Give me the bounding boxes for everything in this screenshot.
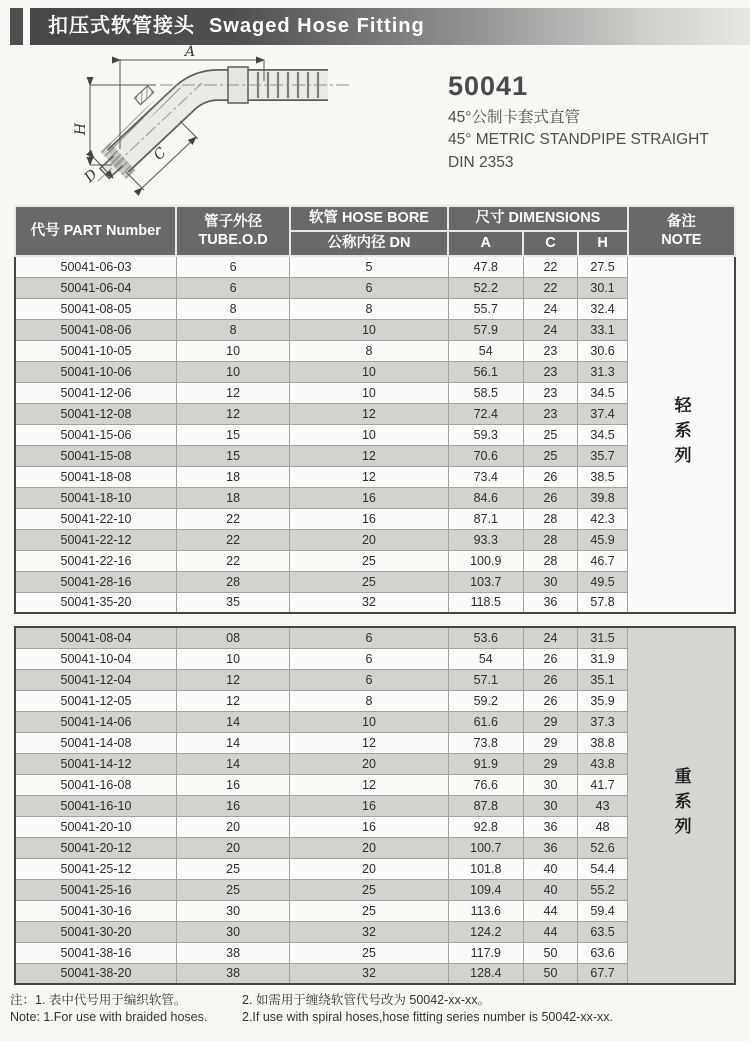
- series-note-label: 轻系列: [671, 395, 691, 471]
- cell-dim-h: 67.7: [578, 963, 628, 984]
- cell-dn: 20: [290, 837, 448, 858]
- cell-dim-c: 29: [523, 732, 577, 753]
- cell-dim-a: 117.9: [448, 942, 523, 963]
- cell-dim-c: 28: [523, 508, 577, 529]
- cell-tube-od: 14: [176, 732, 289, 753]
- cell-part-number: 50041-14-06: [15, 711, 176, 732]
- cell-tube-od: 22: [176, 550, 289, 571]
- cell-tube-od: 22: [176, 529, 289, 550]
- cell-dim-h: 57.8: [578, 592, 628, 613]
- cell-dim-c: 22: [523, 277, 577, 298]
- product-info: [448, 71, 709, 174]
- cell-tube-od: 18: [176, 466, 289, 487]
- cell-dim-a: 93.3: [448, 529, 523, 550]
- cell-part-number: 50041-08-06: [15, 319, 176, 340]
- cell-dim-c: 50: [523, 942, 577, 963]
- cell-tube-od: 28: [176, 571, 289, 592]
- table-row: [15, 732, 735, 753]
- cell-dim-h: 52.6: [578, 837, 628, 858]
- cell-dim-h: 39.8: [578, 487, 628, 508]
- cell-tube-od: 38: [176, 942, 289, 963]
- cell-dim-c: 40: [523, 879, 577, 900]
- table-row: [15, 942, 735, 963]
- product-name-zh: 45°公制卡套式直管: [448, 109, 580, 126]
- cell-dim-a: 72.4: [448, 403, 523, 424]
- cell-dim-c: 50: [523, 963, 577, 984]
- col-header-a: A: [448, 231, 523, 256]
- table-row: [15, 277, 735, 298]
- cell-part-number: 50041-22-12: [15, 529, 176, 550]
- header-title-bar: [30, 8, 750, 45]
- cell-part-number: 50041-18-08: [15, 466, 176, 487]
- cell-tube-od: 30: [176, 900, 289, 921]
- cell-dim-h: 27.5: [578, 256, 628, 277]
- cell-dim-a: 73.8: [448, 732, 523, 753]
- cell-tube-od: 08: [176, 627, 289, 648]
- cell-tube-od: 12: [176, 382, 289, 403]
- cell-part-number: 50041-15-06: [15, 424, 176, 445]
- cell-dim-c: 30: [523, 571, 577, 592]
- table-row: [15, 753, 735, 774]
- cell-dim-a: 73.4: [448, 466, 523, 487]
- light-series-rows: [15, 256, 735, 613]
- cell-tube-od: 25: [176, 858, 289, 879]
- cell-part-number: 50041-20-10: [15, 816, 176, 837]
- cell-dim-c: 30: [523, 774, 577, 795]
- cell-dn: 12: [290, 774, 448, 795]
- heavy-series-rows: [15, 627, 735, 984]
- cell-tube-od: 25: [176, 879, 289, 900]
- cell-dn: 12: [290, 732, 448, 753]
- table-row: [15, 487, 735, 508]
- cell-dim-a: 57.9: [448, 319, 523, 340]
- col-header-part: 代号 PART Number: [15, 206, 176, 256]
- table-row: [15, 879, 735, 900]
- cell-dim-c: 44: [523, 900, 577, 921]
- cell-dim-c: 23: [523, 382, 577, 403]
- cell-dim-a: 52.2: [448, 277, 523, 298]
- cell-dim-h: 33.1: [578, 319, 628, 340]
- cell-tube-od: 38: [176, 963, 289, 984]
- cell-dim-h: 55.2: [578, 879, 628, 900]
- footnotes: [10, 992, 750, 1026]
- cell-tube-od: 15: [176, 424, 289, 445]
- cell-tube-od: 10: [176, 648, 289, 669]
- header-accent-bar: [10, 8, 23, 45]
- cell-dn: 8: [290, 690, 448, 711]
- cell-tube-od: 12: [176, 403, 289, 424]
- cell-dim-h: 38.8: [578, 732, 628, 753]
- cell-tube-od: 16: [176, 795, 289, 816]
- table-row: [15, 795, 735, 816]
- cell-part-number: 50041-15-08: [15, 445, 176, 466]
- cell-dim-a: 54: [448, 340, 523, 361]
- cell-dn: 20: [290, 529, 448, 550]
- cell-dim-a: 109.4: [448, 879, 523, 900]
- page-header: [10, 8, 750, 45]
- cell-dn: 25: [290, 942, 448, 963]
- cell-dim-h: 43: [578, 795, 628, 816]
- cell-dim-h: 49.5: [578, 571, 628, 592]
- cell-dim-h: 54.4: [578, 858, 628, 879]
- cell-dn: 8: [290, 298, 448, 319]
- cell-dim-a: 101.8: [448, 858, 523, 879]
- table-row: [15, 508, 735, 529]
- cell-part-number: 50041-12-06: [15, 382, 176, 403]
- cell-dim-a: 113.6: [448, 900, 523, 921]
- footnote-en-1: Note: 1.For use with braided hoses.: [10, 1009, 208, 1024]
- cell-part-number: 50041-18-10: [15, 487, 176, 508]
- table-row: [15, 319, 735, 340]
- cell-part-number: 50041-06-03: [15, 256, 176, 277]
- cell-part-number: 50041-06-04: [15, 277, 176, 298]
- cell-dn: 16: [290, 816, 448, 837]
- cell-dim-c: 24: [523, 627, 577, 648]
- cell-dim-a: 124.2: [448, 921, 523, 942]
- page-title-en: Swaged Hose Fitting: [209, 15, 425, 37]
- cell-dn: 10: [290, 382, 448, 403]
- cell-dim-c: 40: [523, 858, 577, 879]
- cell-dim-h: 35.1: [578, 669, 628, 690]
- fitting-technical-drawing: [60, 45, 390, 205]
- cell-dim-a: 100.9: [448, 550, 523, 571]
- cell-tube-od: 12: [176, 690, 289, 711]
- col-header-dn: 公称内径 DN: [290, 231, 448, 256]
- cell-dim-h: 37.4: [578, 403, 628, 424]
- cell-tube-od: 10: [176, 361, 289, 382]
- col-header-c: C: [523, 231, 577, 256]
- cell-dim-a: 87.1: [448, 508, 523, 529]
- table-row: [15, 900, 735, 921]
- table-row: [15, 256, 735, 277]
- cell-dim-h: 42.3: [578, 508, 628, 529]
- cell-dim-c: 26: [523, 466, 577, 487]
- table-row: [15, 690, 735, 711]
- cell-dn: 16: [290, 487, 448, 508]
- col-header-dimensions: 尺寸 DIMENSIONS: [448, 206, 628, 231]
- table-row: [15, 627, 735, 648]
- cell-dim-c: 36: [523, 592, 577, 613]
- cell-part-number: 50041-10-04: [15, 648, 176, 669]
- cell-dn: 10: [290, 424, 448, 445]
- cell-tube-od: 20: [176, 816, 289, 837]
- cell-dim-h: 34.5: [578, 382, 628, 403]
- cell-part-number: 50041-30-16: [15, 900, 176, 921]
- product-name-en: 45° METRIC STANDPIPE STRAIGHT: [448, 131, 709, 149]
- cell-dim-h: 43.8: [578, 753, 628, 774]
- cell-dim-h: 35.7: [578, 445, 628, 466]
- cell-part-number: 50041-22-16: [15, 550, 176, 571]
- cell-tube-od: 16: [176, 774, 289, 795]
- cell-tube-od: 35: [176, 592, 289, 613]
- cell-dim-a: 53.6: [448, 627, 523, 648]
- cell-dim-c: 29: [523, 711, 577, 732]
- cell-dn: 25: [290, 900, 448, 921]
- cell-dim-a: 58.5: [448, 382, 523, 403]
- cell-dn: 20: [290, 753, 448, 774]
- cell-dn: 12: [290, 466, 448, 487]
- cell-dim-h: 34.5: [578, 424, 628, 445]
- dim-label-D: D: [81, 166, 101, 186]
- table-row: [15, 921, 735, 942]
- cell-dim-c: 36: [523, 816, 577, 837]
- cell-dim-c: 26: [523, 648, 577, 669]
- cell-tube-od: 6: [176, 277, 289, 298]
- cell-dn: 25: [290, 550, 448, 571]
- cell-dim-a: 54: [448, 648, 523, 669]
- cell-dim-c: 23: [523, 340, 577, 361]
- cell-dn: 16: [290, 795, 448, 816]
- cell-dim-c: 29: [523, 753, 577, 774]
- cell-tube-od: 14: [176, 711, 289, 732]
- cell-part-number: 50041-12-05: [15, 690, 176, 711]
- cell-part-number: 50041-10-05: [15, 340, 176, 361]
- cell-dim-a: 100.7: [448, 837, 523, 858]
- cell-dim-h: 31.9: [578, 648, 628, 669]
- cell-part-number: 50041-08-05: [15, 298, 176, 319]
- dim-label-A: A: [184, 45, 196, 60]
- product-number: 50041: [448, 71, 529, 101]
- cell-dim-h: 30.6: [578, 340, 628, 361]
- cell-dim-c: 44: [523, 921, 577, 942]
- cell-dim-c: 24: [523, 319, 577, 340]
- cell-part-number: 50041-25-16: [15, 879, 176, 900]
- cell-dim-h: 59.4: [578, 900, 628, 921]
- cell-dim-a: 56.1: [448, 361, 523, 382]
- cell-dim-a: 92.8: [448, 816, 523, 837]
- cell-tube-od: 12: [176, 669, 289, 690]
- table-row: [15, 592, 735, 613]
- table-row: [15, 571, 735, 592]
- cell-part-number: 50041-30-20: [15, 921, 176, 942]
- cell-dn: 5: [290, 256, 448, 277]
- cell-dim-a: 87.8: [448, 795, 523, 816]
- table-row: [15, 361, 735, 382]
- table-row: [15, 669, 735, 690]
- cell-dim-h: 45.9: [578, 529, 628, 550]
- cell-part-number: 50041-16-10: [15, 795, 176, 816]
- spec-table-light-series: [14, 205, 736, 614]
- page-title-zh: 扣压式软管接头: [48, 15, 195, 37]
- cell-dn: 10: [290, 361, 448, 382]
- cell-dn: 25: [290, 571, 448, 592]
- cell-tube-od: 6: [176, 256, 289, 277]
- cell-dim-c: 28: [523, 550, 577, 571]
- cell-dn: 32: [290, 921, 448, 942]
- table-row: [15, 774, 735, 795]
- cell-dim-c: 25: [523, 424, 577, 445]
- table-row: [15, 711, 735, 732]
- cell-part-number: 50041-20-12: [15, 837, 176, 858]
- col-header-h: H: [578, 231, 628, 256]
- cell-dim-a: 59.2: [448, 690, 523, 711]
- footnote-zh-2: 2. 如需用于缠绕软管代号改为 50042-xx-xx。: [242, 993, 490, 1007]
- cell-dn: 6: [290, 669, 448, 690]
- dim-label-H: H: [73, 122, 89, 136]
- cell-dim-a: 70.6: [448, 445, 523, 466]
- cell-dim-h: 30.1: [578, 277, 628, 298]
- cell-dim-h: 31.3: [578, 361, 628, 382]
- cell-part-number: 50041-25-12: [15, 858, 176, 879]
- cell-dim-c: 26: [523, 487, 577, 508]
- table-row: [15, 382, 735, 403]
- cell-part-number: 50041-12-08: [15, 403, 176, 424]
- cell-tube-od: 8: [176, 298, 289, 319]
- cell-dim-a: 118.5: [448, 592, 523, 613]
- cell-dim-h: 48: [578, 816, 628, 837]
- cell-dim-c: 25: [523, 445, 577, 466]
- cell-dn: 12: [290, 445, 448, 466]
- series-note: [628, 256, 735, 613]
- cell-dim-a: 47.8: [448, 256, 523, 277]
- cell-dim-c: 26: [523, 669, 577, 690]
- table-row: [15, 648, 735, 669]
- cell-dn: 6: [290, 277, 448, 298]
- footnote-en-2: 2.If use with spiral hoses,hose fitting series number is 50042-xx-xx.: [242, 1009, 614, 1024]
- table-row: [15, 340, 735, 361]
- cell-dim-a: 61.6: [448, 711, 523, 732]
- cell-part-number: 50041-14-08: [15, 732, 176, 753]
- cell-dim-a: 91.9: [448, 753, 523, 774]
- cell-dim-h: 46.7: [578, 550, 628, 571]
- cell-dn: 32: [290, 592, 448, 613]
- table-row: [15, 550, 735, 571]
- cell-part-number: 50041-28-16: [15, 571, 176, 592]
- table-row: [15, 858, 735, 879]
- cell-dim-h: 31.5: [578, 627, 628, 648]
- cell-dn: 10: [290, 319, 448, 340]
- cell-dim-a: 103.7: [448, 571, 523, 592]
- cell-dim-c: 24: [523, 298, 577, 319]
- product-standard: DIN 2353: [448, 153, 514, 171]
- cell-dim-a: 76.6: [448, 774, 523, 795]
- cell-part-number: 50041-35-20: [15, 592, 176, 613]
- table-row: [15, 445, 735, 466]
- cell-tube-od: 30: [176, 921, 289, 942]
- cell-dim-h: 63.5: [578, 921, 628, 942]
- col-header-note: 备注 NOTE: [628, 206, 735, 256]
- footnote-zh-1: 注：1. 表中代号用于编织软管。: [10, 993, 187, 1007]
- cell-dim-h: 37.3: [578, 711, 628, 732]
- cell-dim-h: 38.5: [578, 466, 628, 487]
- cell-dim-c: 22: [523, 256, 577, 277]
- cell-dim-c: 36: [523, 837, 577, 858]
- cell-tube-od: 22: [176, 508, 289, 529]
- cell-part-number: 50041-10-06: [15, 361, 176, 382]
- cell-part-number: 50041-14-12: [15, 753, 176, 774]
- series-note-label: 重系列: [671, 766, 691, 842]
- cell-tube-od: 10: [176, 340, 289, 361]
- cell-part-number: 50041-22-10: [15, 508, 176, 529]
- cell-dn: 16: [290, 508, 448, 529]
- cell-dim-a: 59.3: [448, 424, 523, 445]
- cell-dim-c: 30: [523, 795, 577, 816]
- cell-dn: 10: [290, 711, 448, 732]
- cell-dim-c: 23: [523, 403, 577, 424]
- cell-tube-od: 20: [176, 837, 289, 858]
- cell-part-number: 50041-38-16: [15, 942, 176, 963]
- cell-dim-a: 57.1: [448, 669, 523, 690]
- cell-tube-od: 8: [176, 319, 289, 340]
- cell-dim-h: 35.9: [578, 690, 628, 711]
- dim-label-C: C: [150, 144, 170, 164]
- cell-part-number: 50041-16-08: [15, 774, 176, 795]
- spec-table-heavy-series: [14, 626, 736, 985]
- col-header-hose-bore: 软管 HOSE BORE: [290, 206, 448, 231]
- cell-dn: 25: [290, 879, 448, 900]
- cell-dim-h: 63.6: [578, 942, 628, 963]
- cell-dn: 6: [290, 627, 448, 648]
- cell-dn: 12: [290, 403, 448, 424]
- figure-section: [0, 45, 750, 205]
- cell-part-number: 50041-12-04: [15, 669, 176, 690]
- cell-dn: 32: [290, 963, 448, 984]
- table-row: [15, 298, 735, 319]
- cell-dim-c: 23: [523, 361, 577, 382]
- cell-part-number: 50041-38-20: [15, 963, 176, 984]
- cell-tube-od: 15: [176, 445, 289, 466]
- table-row: [15, 466, 735, 487]
- cell-dim-h: 41.7: [578, 774, 628, 795]
- cell-dim-c: 26: [523, 690, 577, 711]
- table-row: [15, 424, 735, 445]
- cell-dim-a: 84.6: [448, 487, 523, 508]
- cell-tube-od: 18: [176, 487, 289, 508]
- cell-dim-c: 28: [523, 529, 577, 550]
- table-row: [15, 529, 735, 550]
- table-header: [15, 206, 735, 256]
- cell-tube-od: 14: [176, 753, 289, 774]
- col-header-tube-od: 管子外径 TUBE.O.D: [176, 206, 289, 256]
- cell-dn: 8: [290, 340, 448, 361]
- cell-dim-h: 32.4: [578, 298, 628, 319]
- table-row: [15, 837, 735, 858]
- cell-dn: 6: [290, 648, 448, 669]
- table-row: [15, 816, 735, 837]
- cell-dn: 20: [290, 858, 448, 879]
- table-row: [15, 963, 735, 984]
- table-row: [15, 403, 735, 424]
- series-note: [628, 627, 735, 984]
- cell-part-number: 50041-08-04: [15, 627, 176, 648]
- cell-dim-a: 128.4: [448, 963, 523, 984]
- cell-dim-a: 55.7: [448, 298, 523, 319]
